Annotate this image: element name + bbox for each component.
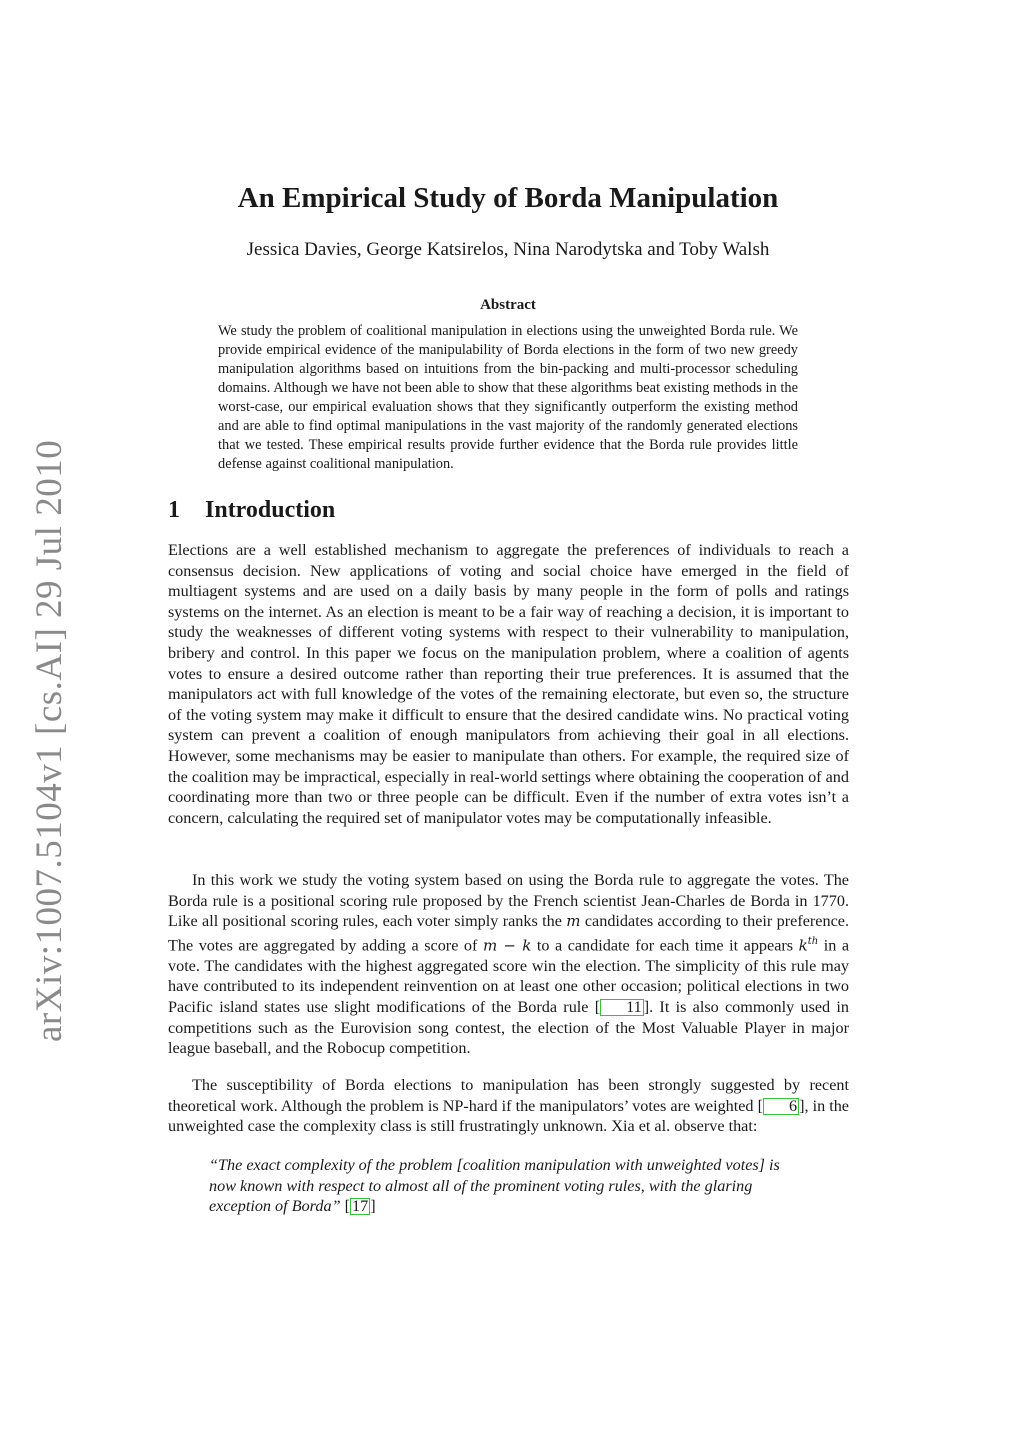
paragraph-text: The susceptibility of Borda elections to manipulation has been strongly suggested by recent theoretical work. Although the problem is NP-hard if the manipulators’ votes are weighted [ [168,1076,849,1115]
quote-text: “The exact complexity of the problem [coalition manipulation with unweighted votes] is now known with respect to almost all of the prominent voting rules, with the glaring exception of Borda” [209,1156,780,1216]
paragraph-text: to a candidate for each time it appears [531,936,799,955]
citation-link-11[interactable]: 11 [600,999,644,1016]
paragraph-text: ]. It is also commonly used in competitions such as the Eurovision song contest, the election of the Most Valuable Player in major league baseball, and the Robocup competition. [168,997,849,1058]
paragraph-text: candidates according to their preference. The votes are aggregated by adding a score of [168,912,850,955]
intro-paragraph-3 [168,1075,849,1137]
block-quote: “The exact complexity of the problem [coalition manipulation with unweighted votes] is now known with respect to almost all of the prominent voting rules, with the glaring exception of Borda” [ 17 ] [209,1156,780,1216]
math-score-expression: m − k [482,936,532,955]
paper-title: An Empirical Study of Borda Manipulation [237,182,779,214]
abstract-text: We study the problem of coalitional manipulation in elections using the unweighted Borda rule. We provide empirical evidence of the manipulability of Borda elections in the form of two new greedy manipulation algorithms based on intuitions from the bin-packing and multi-processor scheduling domains. Although we have not been able to show that these algorithms beat existing methods in the worst-case, our empirical evaluation shows that they significantly outperform the existing method and are able to find optimal manipulations in the vast majority of the randomly generated elections that we tested. These empirical results provide further evidence that the Borda rule provides little defense against coalitional manipulation. [218,323,798,472]
author-list: Jessica Davies, George Katsirelos, Nina Narodytska and Toby Walsh [246,239,770,260]
citation-link-17[interactable]: 17 [352,1197,369,1216]
math-m: m [566,912,581,931]
paragraph-text: In this work we study the voting system based on using the Borda rule to aggregate the votes. The Borda rule is a positional scoring rule proposed by the French scientist Jean-Charles de Borda in 1770. Like all positional scoring rules, each voter simply ranks the [168,871,849,931]
intro-paragraph-2 [168,870,849,1059]
section-heading-introduction [168,494,335,526]
paragraph-text: in a vote. The candidates with the highest aggregated score win the election. The simplicity of this rule may have contributed to its independent reinvention on at least one other occasion; political elections in two Pacific island states use slight modifications of the Borda rule [ [168,936,850,1016]
abstract-heading: Abstract [480,297,536,313]
math-superscript-th: th [807,935,819,947]
section-number: 1 [168,497,180,523]
intro-paragraph-1: Elections are a well established mechanism to aggregate the preferences of individuals to reach a consensus decision. New applications of voting and social choice have emerged in the field of multiagent systems and are used on a daily basis by many people in the form of polls and ratings systems on the internet. As an election is meant to be a fair way of reaching a decision, it is important to study the weaknesses of different voting systems with respect to their vulnerability to manipulation, bribery and control. In this paper we focus on the manipulation problem, where a coalition of agents votes to ensure a desired outcome rather than reporting their true preferences. It is assumed that the manipulators act with full knowledge of the votes of the remaining electorate, but even so, the structure of the voting system may make it difficult to ensure that the desired candidate wins. No practical voting system can prevent a coalition of enough manipulators from achieving their goal in all elections. However, some mechanisms may be easier to manipulate than others. For example, the required size of the coalition may be impractical, especially in real-world settings where obtaining the cooperation of and coordinating more than two or three people can be difficult. Even if the number of extra votes isn’t a concern, calculating the required set of manipulator votes may be computationally infeasible. [168,541,849,827]
arxiv-identifier-stamp: arXiv:1007.5104v1 [cs.AI] 29 Jul 2010 [29,439,70,1042]
citation-link-6[interactable]: 6 [763,1098,799,1115]
paragraph-text: ], in the unweighted case the complexity class is still frustratingly unknown. Xia et al. observe that: [168,1096,849,1136]
math-k: k [798,936,808,955]
section-title: Introduction [205,497,336,523]
